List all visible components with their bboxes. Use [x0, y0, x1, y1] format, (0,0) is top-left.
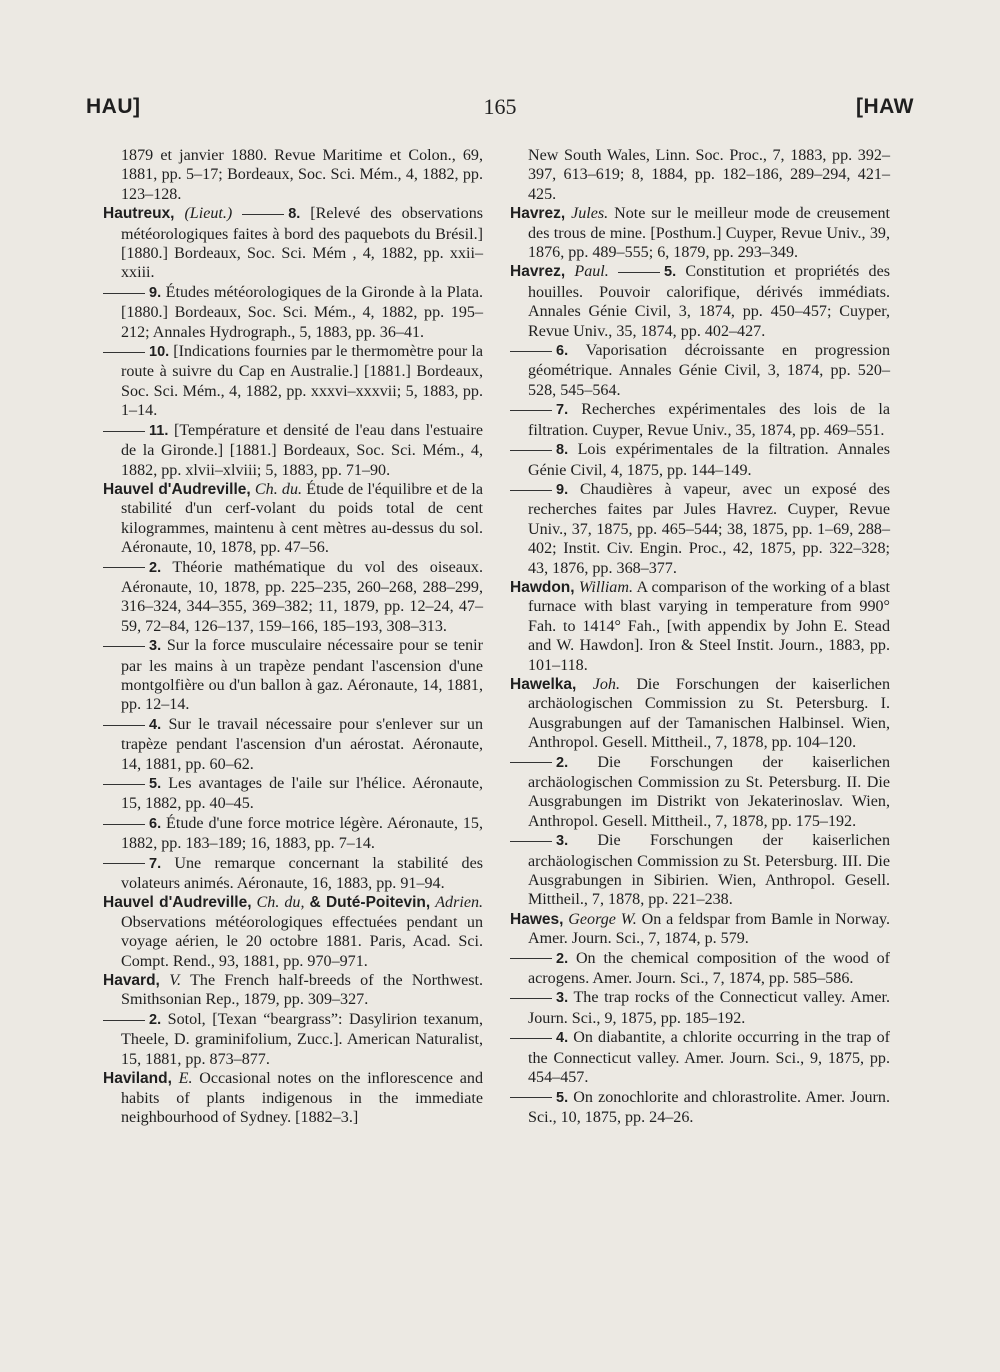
bibliography-entry [510, 1088, 890, 1128]
entry-text: Recherches expérimentales des lois de la filtration. Cuyper, Revue Univ., 35, 1874, pp. 469–551. [528, 401, 890, 439]
ditto-dash [103, 293, 145, 294]
author-given-name: William. [578, 578, 634, 596]
ditto-dash [510, 998, 552, 999]
entry-text: Die Forschungen der kaiserlichen archäologischen Commission zu St. Petersburg. II. Die Ausgrabungen im Distrikt von Jekaterinoslav. Wien, Anthropol. Gesell. Mittheil., 7, 1878, pp. 175–192. [528, 753, 890, 830]
entry-text: Théorie mathématique du vol des oiseaux. Aéronaute, 10, 1878, pp. 225–235, 260–268, 288–299, 316–324, 344–355, 369–382; 11, 1879, pp. 12–24, 47–59, 72–84, 126–137, 159–166, 185–193, 308–313. [121, 558, 483, 635]
bibliography-entry [103, 1069, 483, 1127]
ditto-dash [510, 762, 552, 763]
entry-number: 3. [149, 638, 162, 655]
entry-text: Vaporisation décroissante en progression géométrique. Annales Génie Civil, 3, 1874, pp. 520–528, 545–564. [528, 342, 890, 399]
entry-text: Observations météorologiques effectuées pendant un voyage aérien, le 20 octobre 1881. Paris, Acad. Sci. Compt. Rend., 93, 1881, pp. 970–971. [121, 913, 483, 970]
author-given-name: V. [169, 972, 181, 990]
header-left-guide: HAU] [86, 95, 141, 118]
ditto-dash [510, 1038, 552, 1039]
author-given-name: Ch. du, [256, 894, 305, 912]
bibliography-entry [510, 480, 890, 578]
bibliography-entry [103, 421, 483, 480]
entry-text: Sur le travail nécessaire pour s'enlever sur un trapèze pendant l'ascension d'un aérostat. Aéronaute, 14, 1881, pp. 60–62. [121, 715, 483, 773]
left-column [103, 146, 483, 1127]
bibliography-entry [103, 480, 483, 558]
bibliography-entry [103, 558, 483, 637]
ditto-dash [242, 214, 284, 215]
entry-number: 11. [149, 422, 169, 439]
entry-text: On a feldspar from Bamle in Norway. Amer. Journ. Sci., 7, 1874, p. 579. [528, 910, 891, 948]
entry-text: The trap rocks of the Connecticut valley. Amer. Journ. Sci., 9, 1875, pp. 185–192. [528, 989, 891, 1027]
entry-text: [Température et densité de l'eau dans l'estuaire de la Gironde.] [1881.] Bordeaux, Soc. Sci. Mém., 4, 1882, pp. xlvii–xlviii; 5, 1883, pp. 71–90. [121, 421, 483, 479]
bibliography-entry [103, 814, 483, 854]
entry-number: 5. [556, 1089, 569, 1106]
entry-number: 7. [556, 402, 569, 419]
entry-text: Les avantages de l'aile sur l'hélice. Aéronaute, 15, 1882, pp. 40–45. [121, 775, 483, 813]
bibliography-entry [510, 910, 890, 949]
entry-number: 2. [556, 950, 569, 967]
entry-number: 10. [149, 344, 170, 361]
entry-number: 2. [149, 1011, 162, 1028]
ditto-dash [103, 1020, 145, 1021]
ditto-dash [103, 352, 145, 353]
bibliography-entry [103, 1010, 483, 1069]
bibliography-entry [510, 988, 890, 1028]
entry-text: Une remarque concernant la stabilité des volateurs animés. Aéronaute, 16, 1883, pp. 91–94. [121, 854, 483, 893]
entry-number: 7. [149, 855, 162, 872]
entry-text: On zonochlorite and chlorastrolite. Amer. Journ. Sci., 10, 1875, pp. 24–26. [528, 1088, 890, 1126]
coauthor-given-name: Adrien. [435, 894, 484, 912]
ditto-dash [510, 841, 552, 842]
bibliography-entry [510, 753, 890, 832]
ditto-dash [103, 567, 145, 568]
author-name: Havard, [103, 972, 160, 990]
entry-text: Étude d'une force motrice légère. Aéronaute, 15, 1882, pp. 183–189; 16, 1883, pp. 7–14. [121, 814, 483, 853]
author-given-name: Joh. [592, 675, 620, 693]
entry-number: 9. [149, 284, 162, 301]
author-name: Hauvel d'Audreville, [103, 480, 251, 498]
entry-text: Die Forschungen der kaiserlichen archäologischen Commission zu St. Petersburg. I. Ausgrabungen auf der Tamanischen Halbinsel. Wien, Anthropol. Gesell. Mittheil., 7, 1878, pp. 104–120. [528, 675, 890, 752]
author-name: Havrez, [510, 263, 566, 281]
entry-text: Lois expérimentales de la filtration. Annales Génie Civil, 4, 1875, pp. 144–149. [528, 441, 890, 479]
entry-number: 3. [556, 990, 569, 1007]
page-number: 165 [483, 94, 517, 119]
entry-text: The French half-breeds of the Northwest. Smithsonian Rep., 1879, pp. 309–327. [121, 972, 483, 1009]
ditto-dash [103, 725, 145, 726]
entry-text: On diabantite, a chlorite occurring in the trap of the Connecticut valley. Amer. Journ. Sci., 9, 1875, pp. 454–457. [528, 1029, 890, 1087]
entry-text: Chaudières à vapeur, avec un exposé des recherches faites par Jules Havrez. Cuyper, Revue Univ., 37, 1875, pp. 465–544; 38, 1875, pp. 1–69, 288–402; Instit. Civ. Engin. Proc., 42, 1875, pp. 322–328; 43, 1876, pp. 368–377. [528, 480, 891, 577]
author-given-name: Paul. [574, 263, 609, 281]
entry-text: Occasional notes on the inflorescence and habits of plants indigenous in the immediate neighbourhood of Sydney. [1882–3.] [121, 1070, 484, 1126]
entry-text: New South Wales, Linn. Soc. Proc., 7, 1883, pp. 392–397, 613–619; 8, 1884, pp. 182–186, 289–294, 421–425. [528, 147, 890, 203]
entry-text: Études météorologiques de la Gironde à la Plata. [1880.] Bordeaux, Soc. Sci. Mém., 4, 1882, pp. 195–212; Annales Hydrograph., 5, 1883, pp. 36–41. [121, 283, 483, 341]
author-name: Hawes, [510, 910, 564, 928]
entry-text: A comparison of the working of a blast furnace with blast varying in temperature from 990° Fah. to 1414° Fah., [with appendix by John E. Stead and W. Hawdon]. Iron & Steel Instit. Journ., 1883, pp. 101–118. [528, 578, 891, 674]
entry-text: [Indications fournies par le thermomètre pour la route à suivre du Cap en Australie.] [1881.] Bordeaux, Soc. Sci. Mém., 4, 1882, pp. xxxvi–xxxvii; 5, 1883, pp. 1–14. [121, 343, 483, 420]
entry-text: Sotol, [Texan “beargrass”: Dasylirion texanum, Theele, D. graminifolium, Zucc.]. American Naturalist, 15, 1881, pp. 873–877. [121, 1010, 484, 1068]
author-name: Hautreux, [103, 205, 175, 223]
ditto-dash [103, 646, 145, 647]
entry-number: 8. [288, 206, 301, 223]
entry-number: 4. [149, 716, 162, 733]
entry-number: 6. [556, 343, 569, 360]
bibliography-entry [103, 636, 483, 715]
entry-text: Étude de l'équilibre et de la stabilité d'un cerf-volant du poids total de cent kilogrammes, maintenu à cent mètres au-dessus du sol. Aéronaute, 10, 1878, pp. 47–56. [121, 480, 483, 557]
entry-number: 2. [149, 559, 162, 576]
ditto-dash [510, 410, 552, 411]
bibliography-entry [103, 715, 483, 774]
bibliography-entry [510, 578, 890, 675]
author-name: Hawelka, [510, 675, 577, 693]
bibliography-entry [510, 400, 890, 440]
author-given-name: Ch. du. [254, 480, 303, 498]
entry-text: [Relevé des observations météorologiques faites à bord des paquebots du Brésil.] [1880.] Bordeaux, Soc. Sci. Mém , 4, 1882, pp. xxii–xxiii. [121, 205, 484, 282]
bibliography-entry [510, 1028, 890, 1087]
entry-number: 6. [149, 815, 162, 832]
bibliography-entry [510, 675, 890, 753]
page-header [86, 95, 914, 127]
bibliography-entry [510, 146, 890, 204]
entry-text: 1879 et janvier 1880. Revue Maritime et Colon., 69, 1881, pp. 5–17; Bordeaux, Soc. Sci. Mém., 4, 1882, pp. 123–128. [121, 147, 483, 203]
entry-text: Constitution et propriétés des houilles. Pouvoir calorifique, dérivés immédiats. Annales Génie Civil, 3, 1874, pp. 450–457; Cuyper, Revue Univ., 35, 1874, pp. 402–427. [528, 263, 890, 340]
ditto-dash [510, 958, 552, 959]
bibliography-entry [103, 146, 483, 204]
author-name: Haviland, [103, 1070, 172, 1088]
ditto-dash [103, 784, 145, 785]
entry-text: Die Forschungen der kaiserlichen archäologischen Commission zu St. Petersburg. III. Die Ausgrabungen in Sibirien. Wien, Anthropol. Gesell. Mittheil., 7, 1878, pp. 221–238. [528, 832, 890, 909]
author-given-name: Jules. [571, 205, 609, 223]
ditto-dash [510, 490, 552, 491]
author-name: Hawdon, [510, 578, 575, 596]
entry-number: 4. [556, 1030, 569, 1047]
bibliography-entry [103, 774, 483, 814]
author-given-name: E. [178, 1070, 193, 1088]
entry-number: 8. [556, 442, 569, 459]
entry-number: 5. [149, 776, 162, 792]
ditto-dash [510, 351, 552, 352]
bibliography-entry [103, 893, 483, 971]
author-name: Hauvel d'Audreville, [103, 894, 252, 912]
bibliography-entry [103, 342, 483, 421]
bibliography-entry [103, 971, 483, 1010]
bibliography-entry [510, 204, 890, 262]
entry-number: 3. [556, 833, 569, 850]
ditto-dash [618, 272, 660, 273]
ditto-dash [103, 431, 145, 432]
right-column [510, 146, 890, 1127]
bibliography-entry [103, 283, 483, 342]
ditto-dash [510, 1097, 552, 1098]
entry-text: Note sur le meilleur mode de creusement des trous de mine. [Posthum.] Cuyper, Revue Univ., 39, 1876, pp. 489–555; 6, 1879, pp. 293–349. [528, 205, 890, 262]
bibliography-entry [103, 204, 483, 283]
ditto-dash [103, 863, 145, 864]
coauthor-name: & Duté-Poitevin, [309, 894, 431, 912]
header-right-guide: [HAW [856, 95, 914, 118]
bibliography-entry [510, 440, 890, 480]
author-given-name: (Lieut.) [184, 205, 233, 223]
author-name: Havrez, [510, 205, 566, 223]
entry-number: 9. [556, 481, 569, 498]
bibliography-entry [103, 854, 483, 894]
entry-number: 2. [556, 754, 569, 771]
bibliography-entry [510, 262, 890, 341]
entry-number: 5. [664, 264, 677, 281]
entry-text: Sur la force musculaire nécessaire pour se tenir par les mains à un trapèze pendant l'ascension d'une montgolfière ou d'un ballon à gaz. Aéronaute, 14, 1881, pp. 12–14. [121, 637, 483, 714]
entry-text: On the chemical composition of the wood of acrogens. Amer. Journ. Sci., 7, 1874, pp. 585–586. [528, 949, 890, 988]
bibliography-entry [510, 341, 890, 400]
author-given-name: George W. [568, 910, 637, 928]
bibliography-entry [510, 831, 890, 910]
ditto-dash [510, 450, 552, 451]
ditto-dash [103, 824, 145, 825]
bibliography-entry [510, 949, 890, 989]
